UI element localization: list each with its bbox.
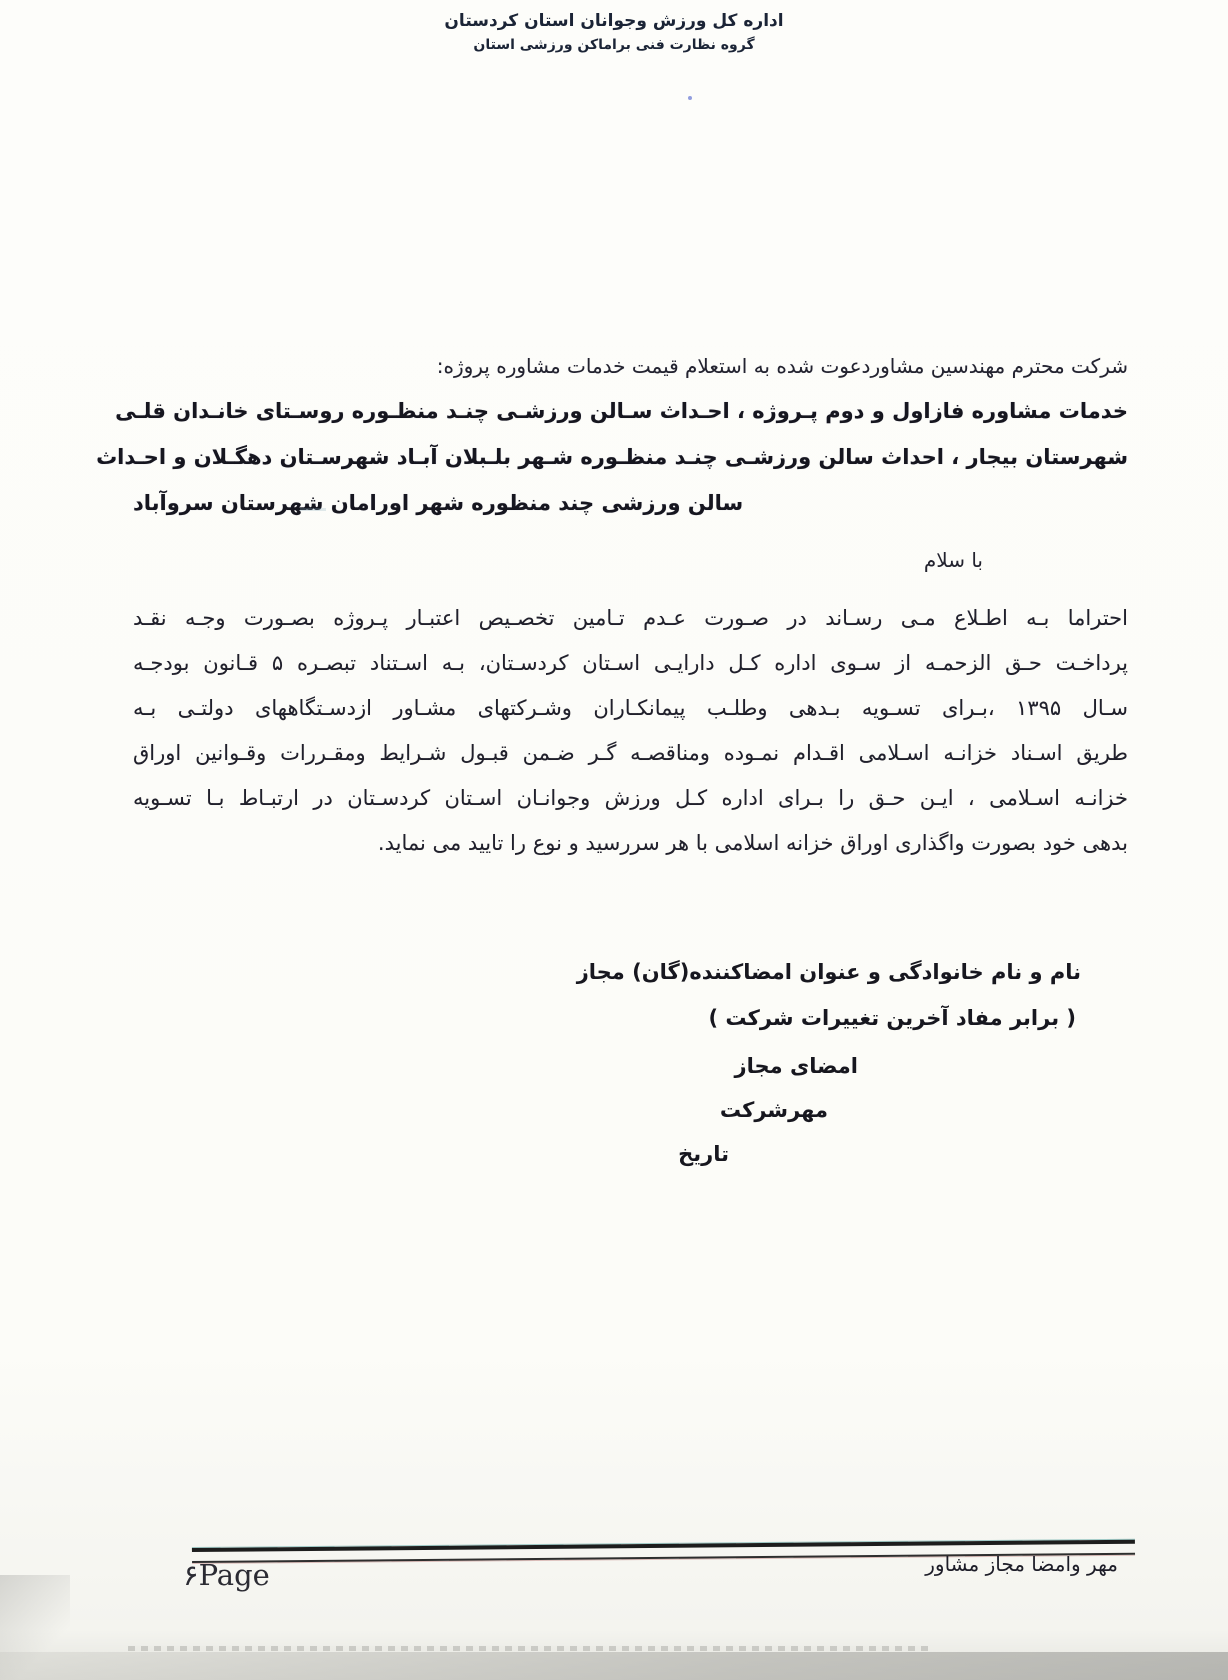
scan-artifact-bottom-edge <box>0 1652 1228 1680</box>
project-title-line: خدمات مشاوره فازاول و دوم پـروژه ، احـداث سـالن ورزشـی چنـد منظـوره روسـتای خانـدان قلـی <box>115 399 1128 423</box>
letterhead-department: گروه نظارت فنی براماکن ورزشی استان <box>473 37 755 53</box>
project-title-line: شهرستان بیجار ، احداث سالن ورزشـی چنـد منظـوره شـهر بلـبلان آبـاد شهرسـتان دهگـلان و احـداث <box>96 445 1128 469</box>
project-title-line: سالن ورزشی چند منظوره شهر اورامان شهرستان سروآباد <box>133 491 744 515</box>
scan-artifact-corner-shade <box>0 1575 70 1680</box>
signatory-subtitle: ( برابر مفاد آخرین تغییرات شرکت ) <box>708 1006 1076 1030</box>
date-label: تاریخ <box>678 1142 729 1166</box>
body-paragraph <box>133 596 1128 866</box>
letterhead-org-name: اداره کل ورزش وجوانان استان کردستان <box>444 11 784 31</box>
scan-artifact-speck <box>300 508 326 511</box>
letterhead <box>0 8 1228 56</box>
scan-artifact-dotted-line <box>128 1646 928 1651</box>
body-line: احتراما بـه اطـلاع مـی رسـاند در صـورت عـدم تـامین تخصـیص اعتبـار پـروژه بصـورت وجـه نقـد <box>133 606 1128 630</box>
salutation: با سلام <box>923 548 983 572</box>
recipient-line: شرکت محترم مهندسین مشاوردعوت شده به استعلام قیمت خدمات مشاوره پروژه: <box>436 354 1128 378</box>
body-line: بدهی خود بصورت واگذاری اوراق خزانه اسلامی با هر سررسید و نوع را تایید می نماید. <box>377 831 1128 855</box>
signatory-title: نام و نام خانوادگی و عنوان امضاکننده(گان) مجاز <box>576 960 1081 984</box>
body-line: خزانـه اسـلامی ، ایـن حـق را بـرای اداره کـل ورزش وجوانـان اسـتان کردسـتان در ارتبـاط بـا تسـویه <box>133 786 1128 810</box>
body-line: سـال ۱۳۹۵ ،بـرای تسـویه بـدهی وطلـب پیمانکـاران وشـرکتهای مشـاور ازدسـتگاههای دولتـی بـه <box>133 696 1128 720</box>
scan-artifact-speck <box>688 96 692 100</box>
authorized-signature-label: امضای مجاز <box>734 1054 858 1078</box>
page-number: ۶Page <box>183 1558 270 1592</box>
body-line: پرداخـت حـق الزحمـه از سـوی اداره کـل دارایـی اسـتان کردسـتان، بـه اسـتناد تبصـره ۵ قـانون بودجـه <box>133 651 1129 675</box>
footer-consultant-stamp-note: مهر وامضا مجاز مشاور <box>925 1552 1118 1576</box>
body-line: طریق اسـناد خزانـه اسـلامی اقـدام نمـوده ومناقصـه گـر ضـمن قبـول شـرایط ومقـررات وقـوانین اوراق <box>133 741 1128 765</box>
project-title-paragraph <box>96 388 1128 526</box>
company-stamp-label: مهرشرکت <box>719 1098 828 1122</box>
